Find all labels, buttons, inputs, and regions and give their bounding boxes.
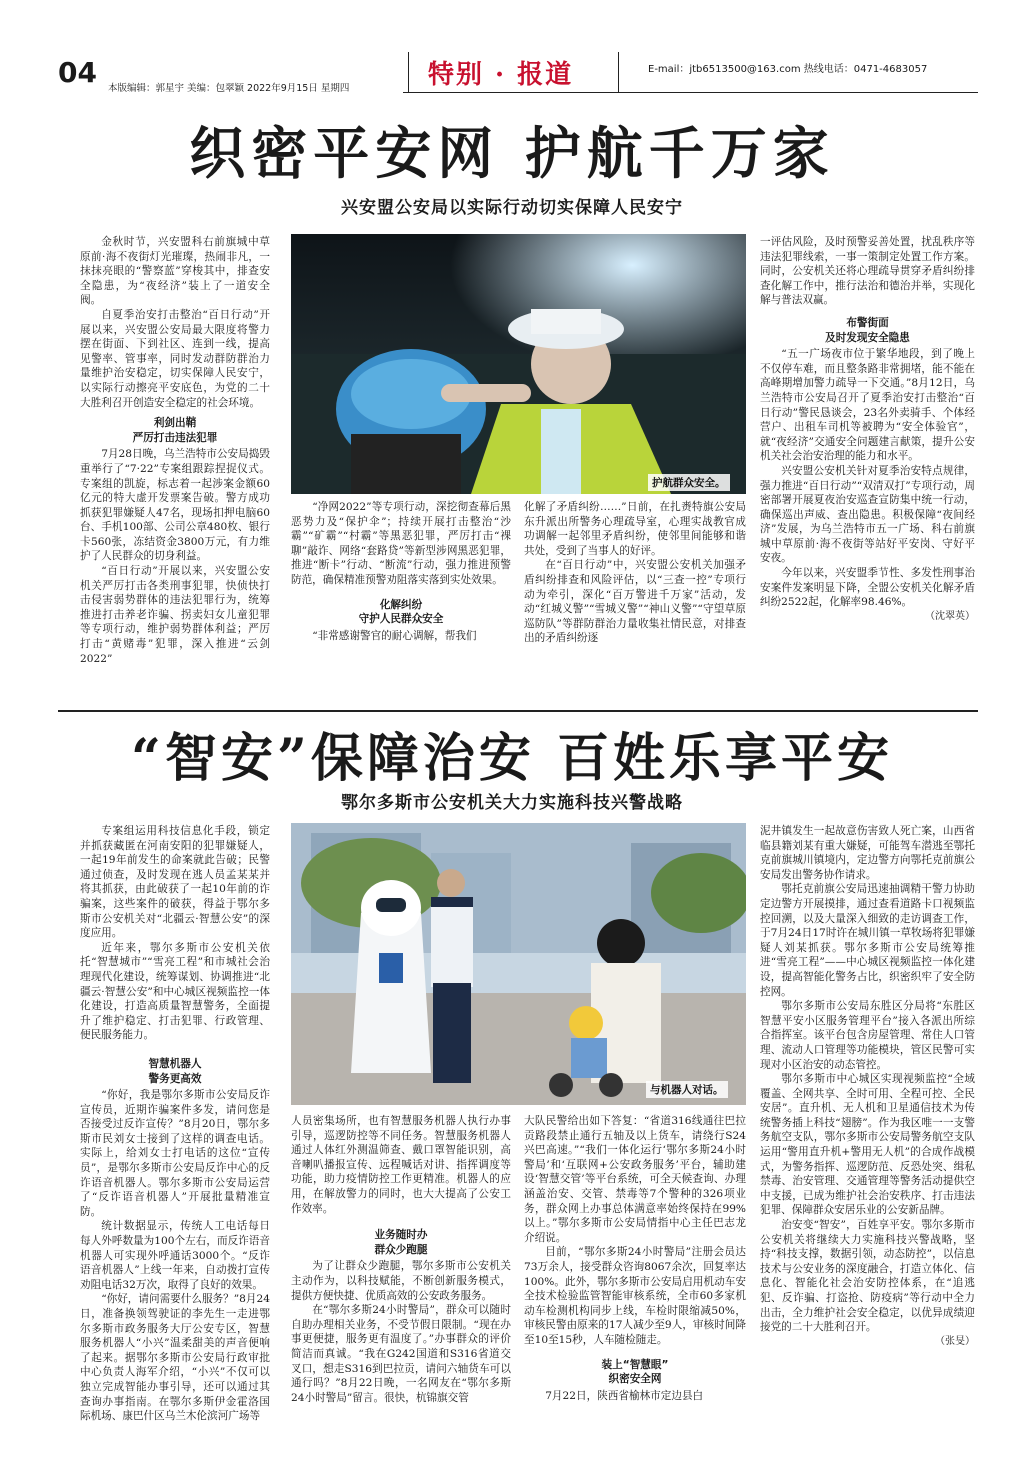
section-heading: 化解纠纷 — [379, 598, 423, 611]
paragraph: 为了让群众少跑腿，鄂尔多斯市公安机关主动作为，以科技赋能，不断创新服务模式，提供方便快捷、优质高效的公安政务服务。 — [291, 1260, 511, 1302]
paragraph: 鄂尔多斯市公安局东胜区分局将“东胜区智慧平安小区服务管理平台”接入各派出所综合指挥室。该平台包含房屋管理、常住人口管理、流动人口管理等功能模块，管区民警可实现对小区治安的动态管控。 — [760, 1000, 975, 1071]
paragraph: 在“百日行动”中，兴安盟公安机关加强矛盾纠纷排查和风险评估，以“三查一控”专项行动为牵引，深化“百万警进千万家”活动，发动“红城义警”“雪城义警”“神山义警”“守望草原巡防队”等群防群治力量收集社情民意，对排查出的矛盾纠纷逐 — [524, 559, 746, 645]
story2-column-4 — [760, 824, 975, 1484]
section-subheading: 守护人民群众安全 — [358, 613, 444, 626]
paragraph: 统计数据显示，传统人工电话每日每人外呼数量为100个左右，而反诈语音机器人可实现外呼通话3000个。“反诈语音机器人”上线一年来，自动拨打宣传劝阻电话32万次，取得了良好的效果。 — [80, 1220, 270, 1291]
story2-column-1 — [80, 824, 270, 1484]
page-number: 04 — [58, 56, 97, 89]
story1-column-3 — [524, 500, 746, 685]
paragraph: “五一广场夜市位于繁华地段，到了晚上不仅停车难，而且整条路非常拥堵，能不能在高峰期增加警力疏导一下交通。”8月12日，乌兰浩特市公安局召开了夏季治安打击整治“百日行动”警民恳谈会，23名外卖骑手、个体经营户、出租车司机等被聘为“安全体验官”，就“夜经济”交通安全问题建言献策，提升公安机关社会治安治理的能力和水平。 — [760, 348, 975, 463]
header-rule — [403, 92, 978, 93]
paragraph: 鄂尔多斯市中心城区实现视频监控“全域覆盖、全网共享、全时可用、全程可控、全民安居”。直升机、无人机和卫星通信技术为传统警务插上科技“翅膀”。作为我区唯一一支警务航空支队，鄂尔多斯市公安局警务航空支队运用“警用直升机+警用无人机”的合成作战模式，为警务指挥、巡逻防范、反恐处突、缉私禁毒、治安管理、交通管理等警务活动提供空中支援，已成为维护社会治安秩序、打击违法犯罪、保障群众安居乐业的公安新品牌。 — [760, 1073, 975, 1217]
paragraph: 目前，“鄂尔多斯24小时警局”注册会员达73万余人，接受群众咨询8067余次，回复率达100%。此外，鄂尔多斯市公安局启用机动车安全技术检验监管智能审核系统，全市60多家机动车检测机构同步上线，车检时限缩减50%，审核民警由原来的17人减少至9人，审核时间降至10至15秒，人车随检随走。 — [524, 1246, 746, 1346]
author-signature: （张旻） — [935, 1335, 975, 1347]
section-heading: 智慧机器人 — [148, 1057, 202, 1070]
paragraph: 7月28日晚，乌兰浩特市公安局捣毁重举行了“7·22”专案组跟踪捏捉仪式。专案组的凯旋，标志着一起涉案金额60亿元的特大虚开发票案告破。警方成功抓获犯罪嫌疑人47名，现场扣押电脑60台、手机100部、公司公章480枚、银行卡560张，冻结资金3800万元，有力维护了人民群众的切身利益。 — [80, 448, 270, 563]
section-heading: 装上“智慧眼” — [601, 1358, 669, 1371]
story1-photo — [291, 234, 746, 494]
story2-column-3 — [524, 1114, 746, 1484]
paragraph: “你好，我是鄂尔多斯市公安局反诈宣传员，近期诈骗案件多发，请问您是否接受过反诈宣传？”8月20日，鄂尔多斯市民刘女士接到了这样的调查电话。实际上，给刘女士打电话的这位“宣传员”，是鄂尔多斯市公安局反诈中心的反诈语音机器人。鄂尔多斯市公安局运营了“反诈语音机器人”开展批量精准宣防。 — [80, 1089, 270, 1218]
section-heading: 利剑出鞘 — [153, 417, 197, 430]
story1-photo-caption: 护航群众安全。 — [648, 474, 730, 491]
header-divider — [408, 52, 409, 92]
section-heading: 布警街面 — [846, 316, 889, 329]
paragraph: 专案组运用科技信息化手段，锁定并抓获藏匿在河南安阳的犯罪嫌疑人，一起19年前发生的命案就此告破；民警通过侦查，及时发现在逃人员孟某某并将其抓获，由此破获了一起10年前的诈骗案，这些案件的破获，得益于鄂尔多斯市公安机关对“北疆云·智慧公安”的深度应用。 — [80, 825, 270, 940]
paragraph: 在“鄂尔多斯24小时警局”，群众可以随时自助办理相关业务，不受节假日限制。“现在办事更便捷，服务更有温度了。”办事群众的评价简洁而真诚。“我在G242国道和S316省道交叉口，想走S316到巴拉贡，请问六轴货车可以通行吗？”8月22日晚，一名网友在“鄂尔多斯24小时警局”留言。很快，杭锦旗交管 — [291, 1304, 511, 1404]
robot-conversation-photo — [291, 823, 746, 1105]
paragraph: 治安变“智安”，百姓享平安。鄂尔多斯市公安机关将继续大力实施科技兴警战略，坚持“科技支撑，数据引领，动态防控”，以信息技术与公安业务的深度融合，打造立体化、信息化、智能化社会治安防控体系，在“追逃犯、反诈骗、打盗抢、防疫病”等行动中全力出击，全力维护社会安全稳定，以优异成绩迎接党的二十大胜利召开。 — [760, 1219, 975, 1334]
section-subheading: 群众少跑腿 — [374, 1243, 428, 1256]
story1-subheadline: 兴安盟公安局以实际行动切实保障人民安宁 — [341, 198, 683, 218]
paragraph: 7月22日，陕西省榆林市定边县白 — [545, 1389, 704, 1402]
author-signature: （沈翠英） — [925, 610, 975, 622]
paragraph: 鄂托克前旗公安局迅速抽调精干警力协助定边警方开展摸排，通过查看道路卡口视频监控回溯，以及大量深入细致的走访调查工作，于7月24日17时许在城川镇一草牧场将犯罪嫌疑人刘某抓获。鄂尔多斯市公安局统筹推进“雪亮工程”——中心城区视频监控一体化建设，提高智能化警务占比，织密织牢了安全防控网。 — [760, 883, 975, 998]
section-heading: 业务随时办 — [374, 1229, 428, 1242]
paragraph: 金秋时节，兴安盟科右前旗城中草原前·海不夜街灯光璀璨，热闹非凡，一抹抹亮眼的“警察蓝”穿梭其中，排查安全隐患，为“夜经济”装上了一道安全阀。 — [80, 236, 270, 307]
section-subheading: 严厉打击违法犯罪 — [132, 431, 218, 444]
story1-headline: 织密平安网 护航千万家 — [189, 121, 835, 187]
paragraph: 大队民警给出如下答复：“省道316线通往巴拉贡路段禁止通行五轴及以上货车，请绕行S24兴巴高速。”“我们一体化运行‘鄂尔多斯24小时警局’和‘互联网+公安政务服务’平台，辅助建设‘智慧交管’等平台系统，可全天候查询、办理涵盖治安、交管、禁毒等7个警种的326项业务，群众网上办事总体满意率始终保持在99%以上。”鄂尔多斯市公安局情指中心主任巴志龙介绍说。 — [524, 1115, 746, 1244]
story-divider — [58, 710, 978, 712]
paragraph: 一评估风险，及时预警妥善处置，扰乱秩序等违法犯罪线索，一事一策制定处置工作方案。同时，公安机关还将心理疏导贯穿矛盾纠纷排查化解工作中，推行法治和德治并举，实现化解与普法双赢。 — [760, 236, 975, 307]
paragraph: “净网2022”等专项行动，深挖彻查幕后黑恶势力及“保护伞”；持续开展打击整治“沙霸”“矿霸”“村霸”等黑恶犯罪，严厉打击“裸聊”敲诈、网络“套路贷”等新型涉网黑恶犯罪，推进“断卡”行动、“断流”行动，强力推进预警防范，确保精准预警劝阻落实落到实处效果。 — [291, 501, 511, 586]
byline: 本版编辑：郭星宇 美编：包翠颖 2022年9月15日 星期四 — [108, 83, 350, 94]
contact-info: E-mail：jtb6513500@163.com 热线电话：0471-4683057 — [648, 64, 928, 75]
header-divider — [618, 52, 619, 92]
paragraph: 兴安盟公安机关针对夏季治安特点规律，强力推进“百日行动”“双清双打”专项行动，周密部署开展夏夜治安巡查宣防集中统一行动，确保巡出声威、查出隐患。积极保障“夜间经济”发展，为乌兰浩特市五一广场、科右前旗城中草原前·海不夜街等站好平安岗、守好平安夜。 — [760, 464, 975, 565]
paragraph: 化解了矛盾纠纷……”日前，在扎赉特旗公安局东升派出所警务心理疏导室，心理实战教官成功调解一起邻里矛盾纠纷，使邻里间能够和谐共处，受到了当事人的好评。 — [524, 501, 746, 557]
section-subheading: 警务更高效 — [148, 1072, 202, 1085]
paragraph: “非常感谢警官的耐心调解，帮我们 — [312, 629, 477, 642]
section-subheading: 及时发现安全隐患 — [825, 331, 910, 344]
paragraph: 人员密集场所，也有智慧服务机器人执行办事引导，巡逻防控等不同任务。智慧服务机器人通过人体红外测温筛查、戴口罩智能识别，高音喇叭播报宣传、远程喊话对讲、指挥调度等功能，助力疫情防控工作更精准。机器人的应用，在解放警力的同时，也大大提高了公安工作效率。 — [291, 1115, 511, 1215]
story1-column-4 — [760, 235, 975, 705]
paragraph: 今年以来，兴安盟季节性、多发性刑事治安案件发案明显下降，全盟公安机关化解矛盾纠纷2522起，化解率98.46%。 — [760, 567, 975, 609]
story2-subheadline: 鄂尔多斯市公安机关大力实施科技兴警战略 — [341, 793, 683, 813]
paragraph: “百日行动”开展以来，兴安盟公安机关严厉打击各类刑事犯罪，快侦快打击侵害弱势群体的违法犯罪行为，统筹推进打击养老诈骗、拐卖妇女儿童犯罪等专项行动，维护弱势群体利益；严厉打击“黄赌毒”犯罪，深入推进“云剑2022” — [80, 565, 270, 665]
police-helping-child-photo — [291, 234, 746, 494]
paragraph: 近年来，鄂尔多斯市公安机关依托“智慧城市”“雪亮工程”和市城社会治理现代化建设，统筹谋划、协调推进“北疆云·智慧公安”和中心城区视频监控一体化建设，打造高质量智慧警务，全面提升了维护稳定、打击犯罪、行政管理、便民服务能力。 — [80, 941, 270, 1042]
story2-headline: “智安”保障治安 百姓乐享平安 — [131, 728, 893, 789]
paragraph: 自夏季治安打击整治“百日行动”开展以来，兴安盟公安局最大限度将警力摆在街面、下到社区、连到一线，提高见警率、管事率，同时发动群防群治力量维护治安稳定，切实保障人民安宁，以实际行动擦亮平安底色，为党的二十大胜利召开创造安全稳定的社会环境。 — [80, 308, 270, 409]
page-header — [58, 52, 978, 96]
story2-photo-caption: 与机器人对话。 — [646, 1081, 728, 1098]
paragraph: 泥井镇发生一起故意伤害致人死亡案，山西省临县籍刘某有重大嫌疑，可能驾车潜逃至鄂托克前旗城川镇境内，定边警方向鄂托克前旗公安局发出警务协作请求。 — [760, 825, 975, 881]
story2-column-2 — [291, 1114, 511, 1484]
section-subheading: 织密安全网 — [608, 1373, 662, 1386]
story2-photo — [291, 823, 746, 1105]
section-title: 特别 · 报道 — [428, 60, 574, 90]
story1-column-2 — [291, 500, 511, 685]
paragraph: “你好，请问需要什么服务？”8月24日，准备换领驾驶证的李先生一走进鄂尔多斯市政务服务大厅公安专区，智慧服务机器人“小兴”温柔甜美的声音便响了起来。据鄂尔多斯市公安局行政审批中心负责人海军介绍，“小兴”不仅可以独立完成智能办事引导，还可以通过其查询办事指南。在鄂尔多斯伊金霍洛国际机场、康巴什区乌兰木伦滨河广场等 — [80, 1293, 270, 1423]
story1-column-1 — [80, 235, 270, 685]
